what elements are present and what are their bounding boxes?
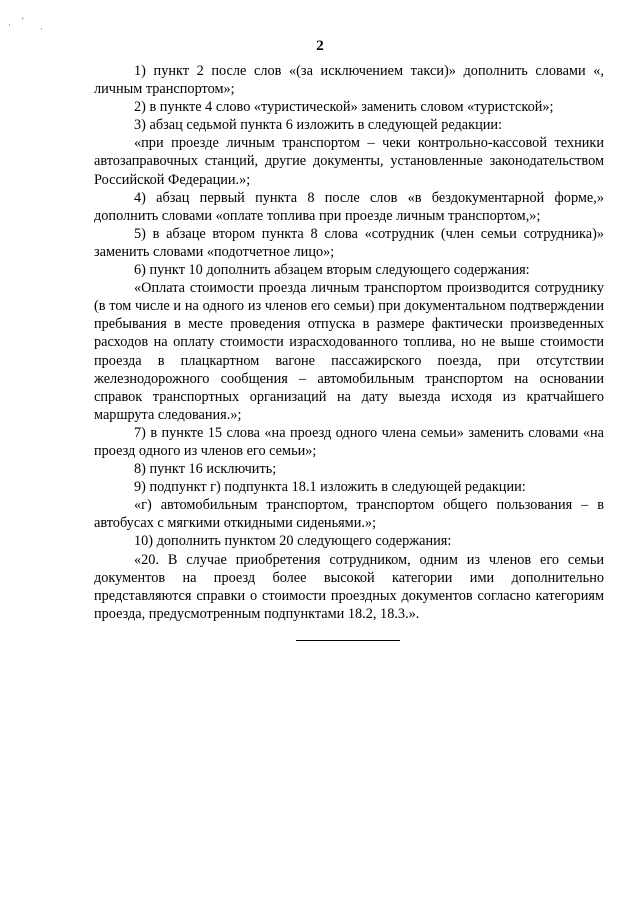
page-number: 2 — [316, 38, 324, 54]
scan-speck: · — [40, 24, 43, 34]
paragraph: 5) в абзаце втором пункта 8 слова «сотрудник (член семьи сотрудника)» заменить словами «подотчетное лицо»; — [94, 225, 604, 260]
paragraph: «20. В случае приобретения сотрудником, одним из членов его семьи документов на проезд более высокой категории ими дополнительно представляются справки о стоимости проездных документов согласно категориям проезда, предусмотренным подпунктами 18.2, 18.3.». — [94, 551, 604, 622]
scan-speck: ' — [22, 16, 24, 26]
paragraph: «Оплата стоимости проезда личным транспортом производится сотруднику (в том числе и на одного из членов его семьи) при документальном подтверждении пребывания в месте проведения отпуска в размере фактически произведенных расходов на оплату стоимости израсходованного топлива, но не выше стоимости проезда в плацкартном вагоне пассажирского поезда, при отсутствии железнодорожного сообщения – автомобильным транспортом на основании справок транспортных организаций на дату выезда исходя из кратчайшего маршрута следования.»; — [94, 280, 604, 423]
document-body — [94, 62, 604, 623]
paragraph: 4) абзац первый пункта 8 после слов «в бездокументарной форме,» дополнить словами «оплате топлива при проезде личным транспортом,»; — [94, 189, 604, 224]
paragraph: 1) пункт 2 после слов «(за исключением такси)» дополнить словами «, личным транспортом»; — [94, 63, 604, 98]
scan-speck: · — [8, 20, 11, 30]
closing-rule — [296, 640, 400, 641]
paragraph: 10) дополнить пунктом 20 следующего содержания: — [134, 533, 452, 550]
paragraph: 3) абзац седьмой пункта 6 изложить в следующей редакции: — [134, 117, 503, 134]
paragraph: 2) в пункте 4 слово «туристической» заменить словом «туристской»; — [134, 99, 554, 116]
paragraph: 8) пункт 16 исключить; — [134, 461, 277, 478]
paragraph: 9) подпункт г) подпункта 18.1 изложить в следующей редакции: — [134, 479, 526, 496]
paragraph: 6) пункт 10 дополнить абзацем вторым следующего содержания: — [134, 262, 530, 279]
paragraph: 7) в пункте 15 слова «на проезд одного члена семьи» заменить словами «на проезд одного из членов его семьи»; — [94, 424, 604, 459]
paragraph: «г) автомобильным транспортом, транспортом общего пользования – в автобусах с мягкими откидными сиденьями.»; — [94, 497, 604, 532]
paragraph: «при проезде личным транспортом – чеки контрольно-кассовой техники автозаправочных станций, другие документы, установленные законодательством Российской Федерации.»; — [94, 135, 604, 188]
